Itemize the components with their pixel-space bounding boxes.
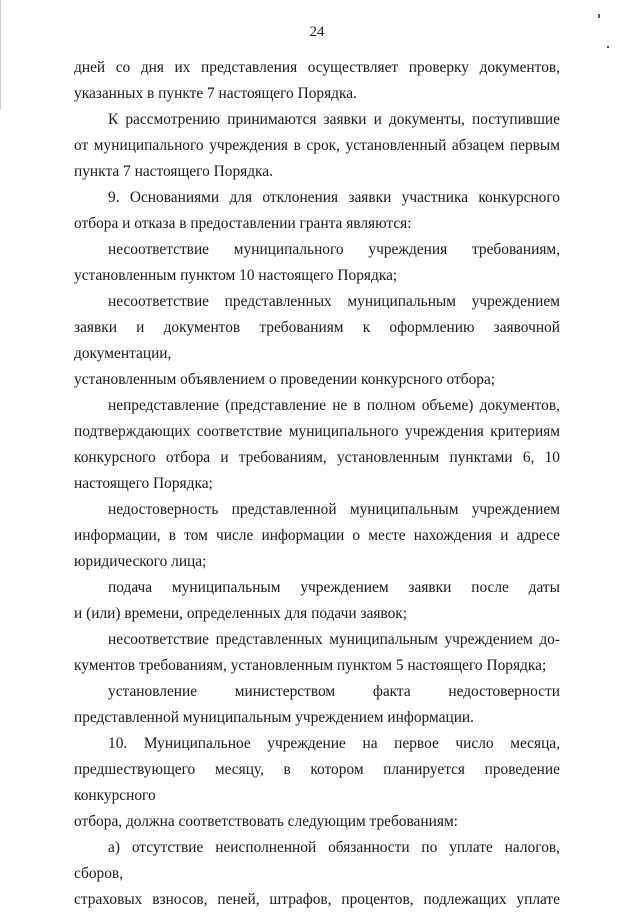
text-line: 10. Муниципальное учреждение на первое число месяца,	[108, 735, 560, 752]
text-line: К рассмотрению принимаются заявки и документы, поступившие	[108, 111, 560, 128]
text-line: установление министерством факта недостоверности	[108, 683, 560, 700]
text-line: несоответствие представленных муниципальным учреждением	[108, 293, 560, 310]
document-body	[74, 55, 560, 913]
text-line: установленным пунктом 10 настоящего Порядка;	[74, 267, 398, 284]
page-number: 24	[309, 24, 325, 40]
text-line: кументов требованиям, установленным пунктом 5 настоящего Порядка;	[74, 657, 547, 674]
text-line: отбора, должна соответствовать следующим требованиям:	[74, 813, 458, 830]
paragraph	[74, 835, 560, 913]
text-line: подтверждающих соответствие муниципального учреждения критериям	[74, 423, 560, 440]
paragraph	[74, 185, 560, 237]
text-line: непредставление (представление не в полном объеме) документов,	[108, 397, 560, 414]
text-line: недостоверность представленной муниципальным учреждением	[108, 501, 560, 518]
text-line: а) отсутствие неисполненной обязанности по уплате налогов, сборов,	[74, 839, 560, 882]
text-line: юридического лица;	[74, 553, 207, 570]
paragraph	[74, 289, 560, 393]
text-line: пункта 7 настоящего Порядка.	[74, 163, 273, 180]
paragraph	[74, 731, 560, 835]
text-line: несоответствие представленных муниципальным учреждением до-	[108, 631, 560, 648]
text-line: несоответствие муниципального учреждения требованиям,	[108, 241, 560, 258]
text-line: и (или) времени, определенных для подачи заявок;	[74, 605, 408, 622]
paragraph	[74, 107, 560, 185]
text-line: информации, в том числе информации о месте нахождения и адресе	[74, 527, 560, 544]
text-line: дней со дня их представления осуществляет проверку документов,	[74, 59, 560, 76]
scan-speck	[607, 46, 609, 48]
text-line: представленной муниципальным учреждением информации.	[74, 709, 475, 726]
text-line: указанных в пункте 7 настоящего Порядка.	[74, 85, 357, 102]
text-line: страховых взносов, пеней, штрафов, процентов, подлежащих уплате	[74, 891, 560, 908]
text-line: от муниципального учреждения в срок, установленный абзацем первым	[74, 137, 560, 154]
paragraph	[74, 55, 560, 107]
paragraph	[74, 679, 560, 731]
text-line: предшествующего месяцу, в котором планируется проведение конкурсного	[74, 761, 560, 804]
text-line: 9. Основаниями для отклонения заявки участника конкурсного	[108, 189, 560, 206]
paragraph	[74, 627, 560, 679]
scan-speck	[598, 14, 600, 18]
scan-left-edge	[0, 0, 1, 110]
paragraph	[74, 575, 560, 627]
text-line: подача муниципальным учреждением заявки после даты	[108, 579, 560, 596]
text-line: конкурсного отбора и требованиям, установленным пунктами 6, 10	[74, 449, 560, 466]
text-line: отбора и отказа в предоставлении гранта являются:	[74, 215, 412, 232]
paragraph	[74, 497, 560, 575]
text-line: настоящего Порядка;	[74, 475, 213, 492]
text-line: установленным объявлением о проведении конкурсного отбора;	[74, 371, 496, 388]
text-line: заявки и документов требованиям к оформлению заявочной документации,	[74, 319, 560, 362]
paragraph	[74, 237, 560, 289]
paragraph	[74, 393, 560, 497]
